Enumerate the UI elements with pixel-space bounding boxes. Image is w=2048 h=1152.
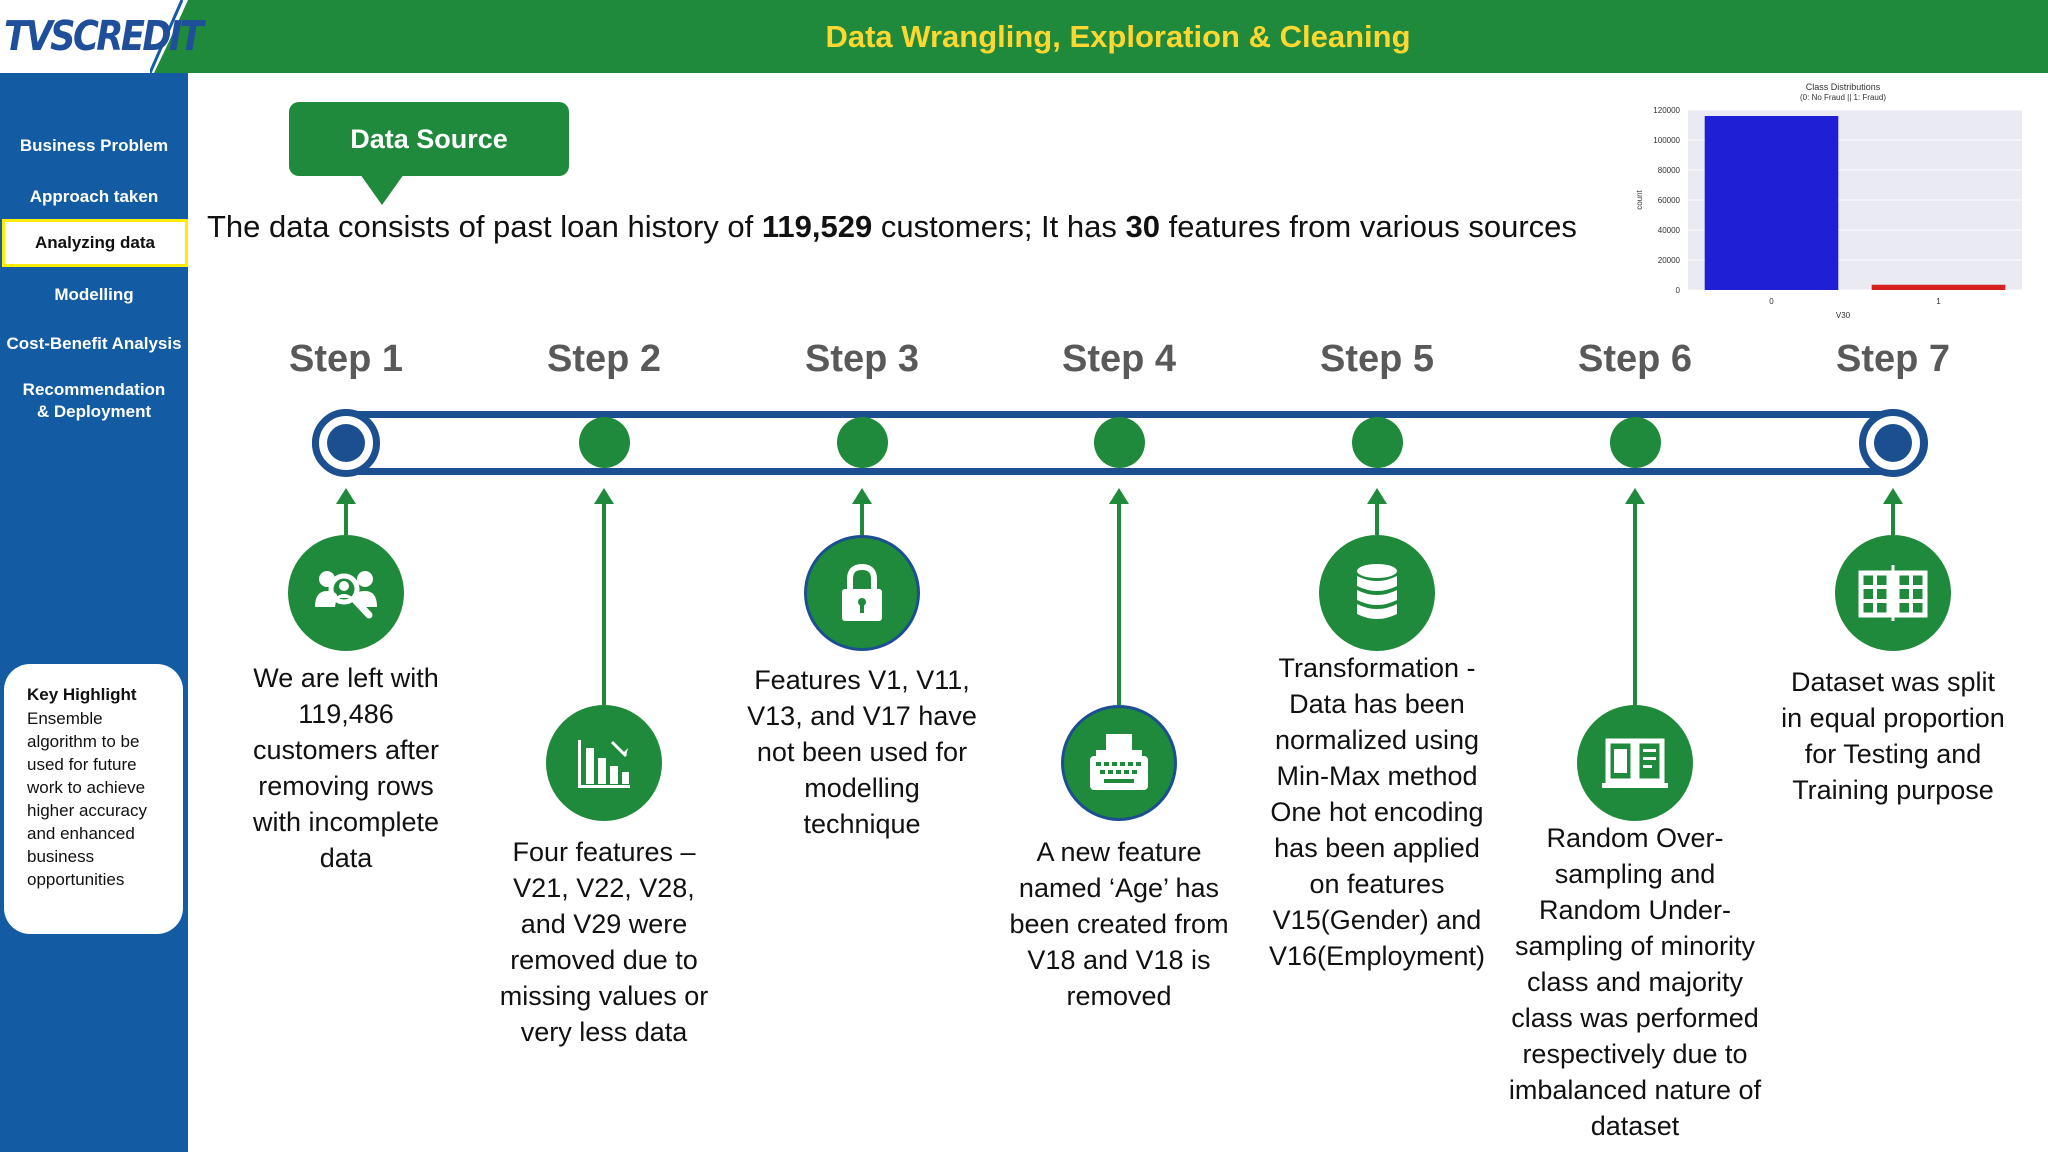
database-icon	[1319, 535, 1435, 651]
sidebar-item-cost-benefit[interactable]: Cost-Benefit Analysis	[6, 334, 182, 353]
timeline-end-node-dot	[327, 424, 365, 462]
step-2-label: Step 2	[546, 338, 662, 380]
connector-line	[1375, 502, 1379, 535]
timeline-node	[579, 417, 630, 468]
sidebar-item-analyzing-data[interactable]: Analyzing data	[2, 219, 188, 267]
customer-count: 119,529	[761, 209, 873, 244]
data-source-description	[207, 209, 1577, 245]
chart-xtick-label: 1	[1936, 297, 1941, 306]
timeline-node	[1610, 417, 1661, 468]
user-search-icon	[288, 535, 404, 651]
sidebar-item-recommendation-line2: & Deployment	[36, 402, 152, 421]
chart-bar	[1872, 285, 2006, 290]
connector-line	[860, 502, 864, 535]
logo-text: TVSCREDIT	[4, 12, 202, 60]
chart-bar	[1705, 116, 1839, 290]
feature-count: 30	[1125, 209, 1160, 244]
chart-ytick-label: 60000	[1657, 196, 1680, 205]
step-1-description: We are left with 119,486 customers after removing rows with incomplete data	[252, 663, 440, 873]
chart-ytick-label: 0	[1675, 286, 1680, 295]
data-source-label: Data Source	[350, 124, 508, 154]
chart-ytick-label: 40000	[1657, 226, 1680, 235]
step-3-label: Step 3	[804, 338, 920, 380]
step-1-label: Step 1	[288, 338, 404, 380]
step-5-description: Transformation - Data has been normalized using Min-Max method One hot encoding has been applied on features V15(Gender) and V16(Employment)	[1268, 653, 1486, 971]
sidebar-item-modelling[interactable]: Modelling	[54, 285, 134, 304]
timeline-node	[1094, 417, 1145, 468]
split-table-icon	[1835, 535, 1951, 651]
bar-chart-icon	[546, 705, 662, 821]
step-7-description: Dataset was split in equal proportion for Testing and Training purpose	[1781, 667, 2005, 805]
key-highlight-title: Key Highlight	[27, 685, 137, 704]
intro-text-c: features from various sources	[1159, 209, 1577, 244]
chart-ytick-label: 120000	[1653, 106, 1680, 115]
connector-line	[602, 502, 606, 705]
book-icon	[1577, 705, 1693, 821]
chart-subtitle: (0: No Fraud || 1: Fraud)	[1800, 93, 1886, 102]
page-title: Data Wrangling, Exploration & Cleaning	[825, 19, 1411, 54]
callout-tail	[360, 174, 404, 205]
step-3-description: Features V1, V11, V13, and V17 have not been used for modelling technique	[747, 665, 977, 839]
timeline-node	[1352, 417, 1403, 468]
connector-line	[1633, 502, 1637, 705]
step-5-label: Step 5	[1319, 338, 1435, 380]
typewriter-icon	[1061, 705, 1177, 821]
sidebar-item-approach-taken[interactable]: Approach taken	[29, 187, 159, 206]
connector-line	[344, 502, 348, 535]
sidebar-item-business-problem[interactable]: Business Problem	[19, 136, 169, 155]
connector-line	[1117, 502, 1121, 705]
timeline-end-node-dot	[1874, 424, 1912, 462]
chart-ytick-label: 100000	[1653, 136, 1680, 145]
class-distribution-chart	[1620, 76, 2030, 336]
sidebar-item-recommendation[interactable]	[0, 379, 188, 423]
step-2-description: Four features – V21, V22, V28, and V29 were removed due to missing values or very less data	[499, 837, 709, 1047]
chart-ytick-label: 80000	[1657, 166, 1680, 175]
step-6-description: Random Over-sampling and Random Under-sampling of minority class and majority class was performed respectively due to imbalanced nature of dataset	[1508, 823, 1762, 1141]
step-7-label: Step 7	[1835, 338, 1951, 380]
chart-ytick-label: 20000	[1657, 256, 1680, 265]
chart-xtick-label: 0	[1769, 297, 1774, 306]
timeline-node	[837, 417, 888, 468]
key-highlight-body: Ensemble algorithm to be used for future work to achieve higher accuracy and enhanced business opportunities	[27, 709, 148, 889]
logo	[0, 0, 202, 73]
lock-icon	[804, 535, 920, 651]
connector-line	[1891, 502, 1895, 535]
chart-ylabel: count	[1635, 190, 1644, 210]
step-4-label: Step 4	[1061, 338, 1177, 380]
intro-text-a: The data consists of past loan history of	[207, 209, 762, 244]
step-6-label: Step 6	[1577, 338, 1693, 380]
chart-title: Class Distributions	[1805, 82, 1881, 92]
chart-xlabel: V30	[1835, 311, 1851, 320]
sidebar-item-recommendation-line1: Recommendation	[22, 380, 166, 399]
intro-text-b: customers; It has	[872, 209, 1126, 244]
step-4-description: A new feature named ‘Age’ has been created from V18 and V18 is removed	[1009, 837, 1229, 1011]
